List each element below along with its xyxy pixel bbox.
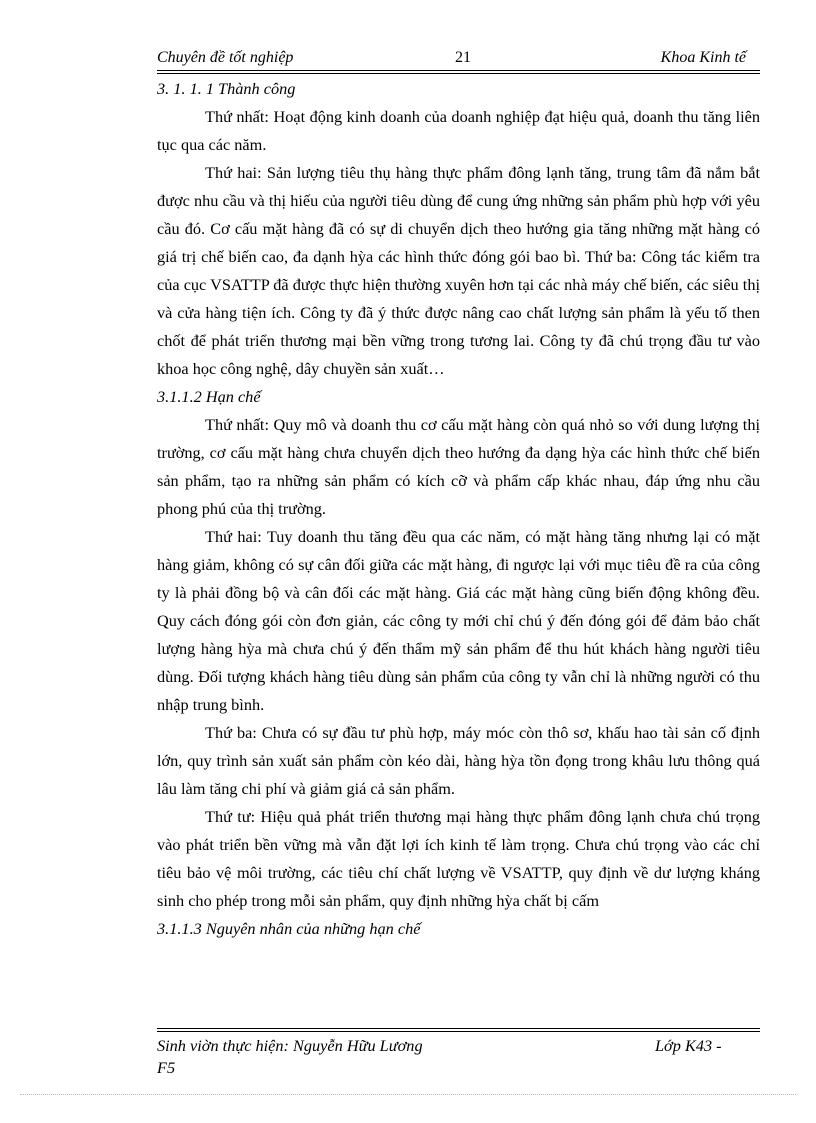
section-heading-limitations: 3.1.1.2 Hạn chế — [157, 387, 261, 406]
page-header — [157, 47, 760, 69]
header-thesis-title: Chuyên đề tốt nghiệp — [157, 49, 294, 66]
footer-double-rule — [157, 1028, 760, 1032]
paragraph: Thứ hai: Sản lượng tiêu thụ hàng thực phẩm đông lạnh tăng, trung tâm đã nắm bắt được nhu cầu và thị hiếu của người tiêu dùng để cung ứng những sản phẩm phù hợp với yêu cầu đó. Cơ cấu mặt hàng đã có sự di chuyển dịch theo hướng gia tăng những mặt hàng có giá trị chế biến cao, đa dạnh hỳa các hình thức đóng gói bao bì. Thứ ba: Công tác kiểm tra của cục VSATTP đã được thực hiện thường xuyên hơn tại các nhà máy chế biến, các siêu thị và cửa hàng tiện ích. Công ty đã ý thức được nâng cao chất lượng sản phẩm là yếu tố then chốt để phát triển thương mại bền vững trong tương lai. Công ty đã chú trọng đầu tư vào khoa học công nghệ, dây chuyền sản xuất… — [157, 163, 760, 378]
paragraph: Thứ ba: Chưa có sự đầu tư phù hợp, máy móc còn thô sơ, khấu hao tài sản cố định lớn, quy trình sản xuất sản phẩm còn kéo dài, hàng hỳa tồn đọng trong khâu lưu thông quá lâu làm tăng chi phí và giảm giá cả sản phẩm. — [157, 723, 760, 798]
header-faculty: Khoa Kinh tế — [660, 49, 746, 66]
page-boundary-dotted-line — [20, 1094, 796, 1095]
paragraph: Thứ nhất: Hoạt động kinh doanh của doanh nghiệp đạt hiệu quả, doanh thu tăng liên tục qua các năm. — [157, 107, 760, 154]
section-heading-success: 3. 1. 1. 1 Thành công — [157, 79, 296, 98]
footer-class: Lớp K43 - — [655, 1036, 722, 1055]
paragraph: Thứ hai: Tuy doanh thu tăng đều qua các năm, có mặt hàng tăng nhưng lại có mặt hàng giảm, không có sự cân đối giữa các mặt hàng, đi ngược lại với mục tiêu đề ra của công ty là phải đồng bộ và cân đối các mặt hàng. Giá các mặt hàng cũng biến động không đều. Quy cách đóng gói còn đơn giản, các công ty mới chỉ chú ý đến đóng gói để đảm bảo chất lượng hàng hỳa mà chưa chú ý đến thẩm mỹ sản phẩm để thu hút khách hàng người tiêu dùng. Đối tượng khách hàng tiêu dùng sản phẩm của công ty vẫn chỉ là những người có thu nhập trung bình. — [157, 527, 760, 714]
page-number: 21 — [455, 49, 471, 66]
paragraph: Thứ tư: Hiệu quả phát triển thương mại hàng thực phẩm đông lạnh chưa chú trọng vào phát triển bền vững mà vẫn đặt lợi ích kinh tế làm trọng. Chưa chú trọng vào các chỉ tiêu bảo vệ môi trường, các tiêu chí chất lượng về VSATTP, quy định về dư lượng kháng sinh cho phép trong mỗi sản phẩm, quy định những hỳa chất bị cấm — [157, 807, 760, 910]
header-double-rule — [157, 70, 760, 74]
paragraph: Thứ nhất: Quy mô và doanh thu cơ cấu mặt hàng còn quá nhỏ so với dung lượng thị trường, cơ cấu mặt hàng chưa chuyển dịch theo hướng đa dạng hỳa các hình thức chế biến sản phẩm, tạo ra những sản phẩm có kích cỡ và phẩm cấp khác nhau, đáp ứng nhu cầu phong phú của thị trường. — [157, 415, 760, 518]
footer-student-name: Sinh viờn thực hiện: Nguyễn Hữu Lương — [157, 1036, 423, 1055]
page-body — [157, 75, 760, 943]
footer-class-continued: F5 — [157, 1058, 176, 1077]
section-heading-causes: 3.1.1.3 Nguyên nhân của những hạn chế — [157, 919, 421, 938]
